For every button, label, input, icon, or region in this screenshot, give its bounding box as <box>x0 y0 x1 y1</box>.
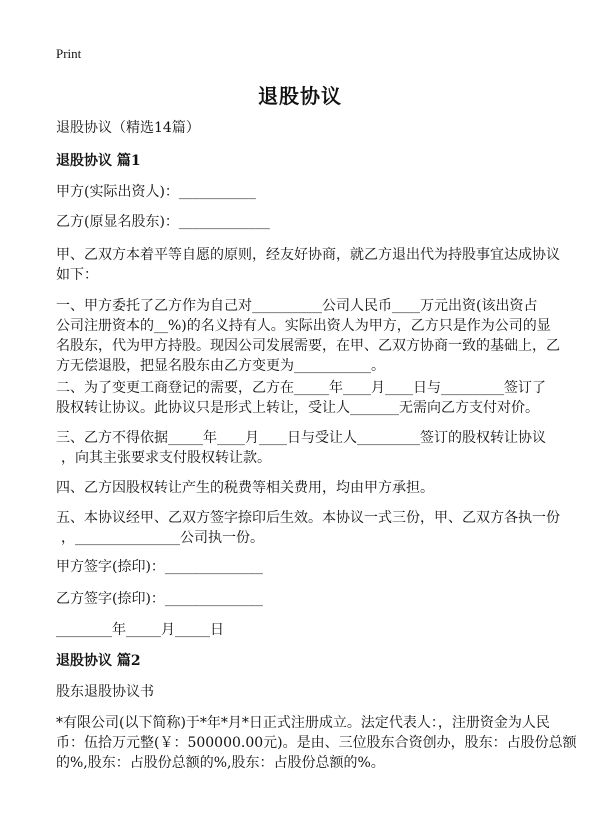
clause-5-line: 五、本协议经甲、乙双方签字捺印后生效。本协议一式三份，甲、乙双方各执一份 <box>56 510 560 526</box>
document-title: 退股协议 <box>258 84 342 108</box>
section-2-body-line: 币：伍拾万元整(￥：500000.00元)。是由、三位股东合资创办，股东：占股份总额 <box>56 735 577 751</box>
section-2-body <box>56 713 577 773</box>
signature-date: ________年_____月_____日 <box>56 622 224 638</box>
clause-5-paragraph <box>56 508 560 548</box>
intro-line: 甲、乙双方本着平等自愿的原则，经友好协商，就乙方退出代为持股事宜达成协议 <box>56 247 560 263</box>
clause-3-line: ，向其主张要求支付股权转让款。 <box>61 450 271 466</box>
clause-1-line: 一、甲方委托了乙方作为自己对__________公司人民币____万元出资(该出资占 <box>56 298 538 314</box>
intro-paragraph <box>56 245 560 285</box>
section-2-body-line: *有限公司(以下简称)于*年*月*日正式注册成立。法定代表人：，注册资金为人民 <box>56 715 550 731</box>
print-link[interactable]: Print <box>56 46 82 61</box>
clause-1-paragraph <box>56 296 560 376</box>
clause-1-line: 名股东，代为甲方持股。现因公司发展需要，在甲、乙双方协商一致的基础上，乙 <box>56 338 560 354</box>
section-2-document-name: 股东退股协议书 <box>56 684 154 700</box>
section-2-heading: 退股协议 篇2 <box>56 653 141 669</box>
intro-line: 如下： <box>56 267 98 283</box>
clause-5-line: ，_______________公司执一份。 <box>61 530 264 546</box>
section-2-body-line: 的%,股东：占股份总额的%,股东：占股份总额的%。 <box>56 755 385 771</box>
clause-4-paragraph: 四、乙方因股权转让产生的税费等相关费用，均由甲方承担。 <box>56 480 434 496</box>
clause-3-paragraph <box>56 428 552 468</box>
document-subtitle: 退股协议（精选14篇） <box>56 120 200 136</box>
party-a-line: 甲方(实际出资人)：___________ <box>56 184 256 200</box>
signature-party-a: 甲方签字(捺印)：______________ <box>56 559 263 575</box>
clause-1-line: 公司注册资本的__%)的名义持有人。实际出资人为甲方，乙方只是作为公司的显 <box>56 318 551 334</box>
clause-1-line: 方无偿退股，把显名股东由乙方变更为___________。 <box>56 358 385 374</box>
section-1-heading: 退股协议 篇1 <box>56 153 141 169</box>
signature-party-b: 乙方签字(捺印)：______________ <box>56 591 263 607</box>
clause-2-paragraph <box>56 378 552 418</box>
clause-2-line: 股权转让协议。此协议只是形式上转让，受让人_______无需向乙方支付对价。 <box>56 400 539 416</box>
party-b-line: 乙方(原显名股东)：_____________ <box>56 214 270 230</box>
clause-2-line: 二、为了变更工商登记的需要，乙方在_____年____月____日与_________签订了 <box>56 380 546 396</box>
clause-3-line: 三、乙方不得依据_____年____月____日与受让人_________签订的股权转让协议 <box>56 430 546 446</box>
